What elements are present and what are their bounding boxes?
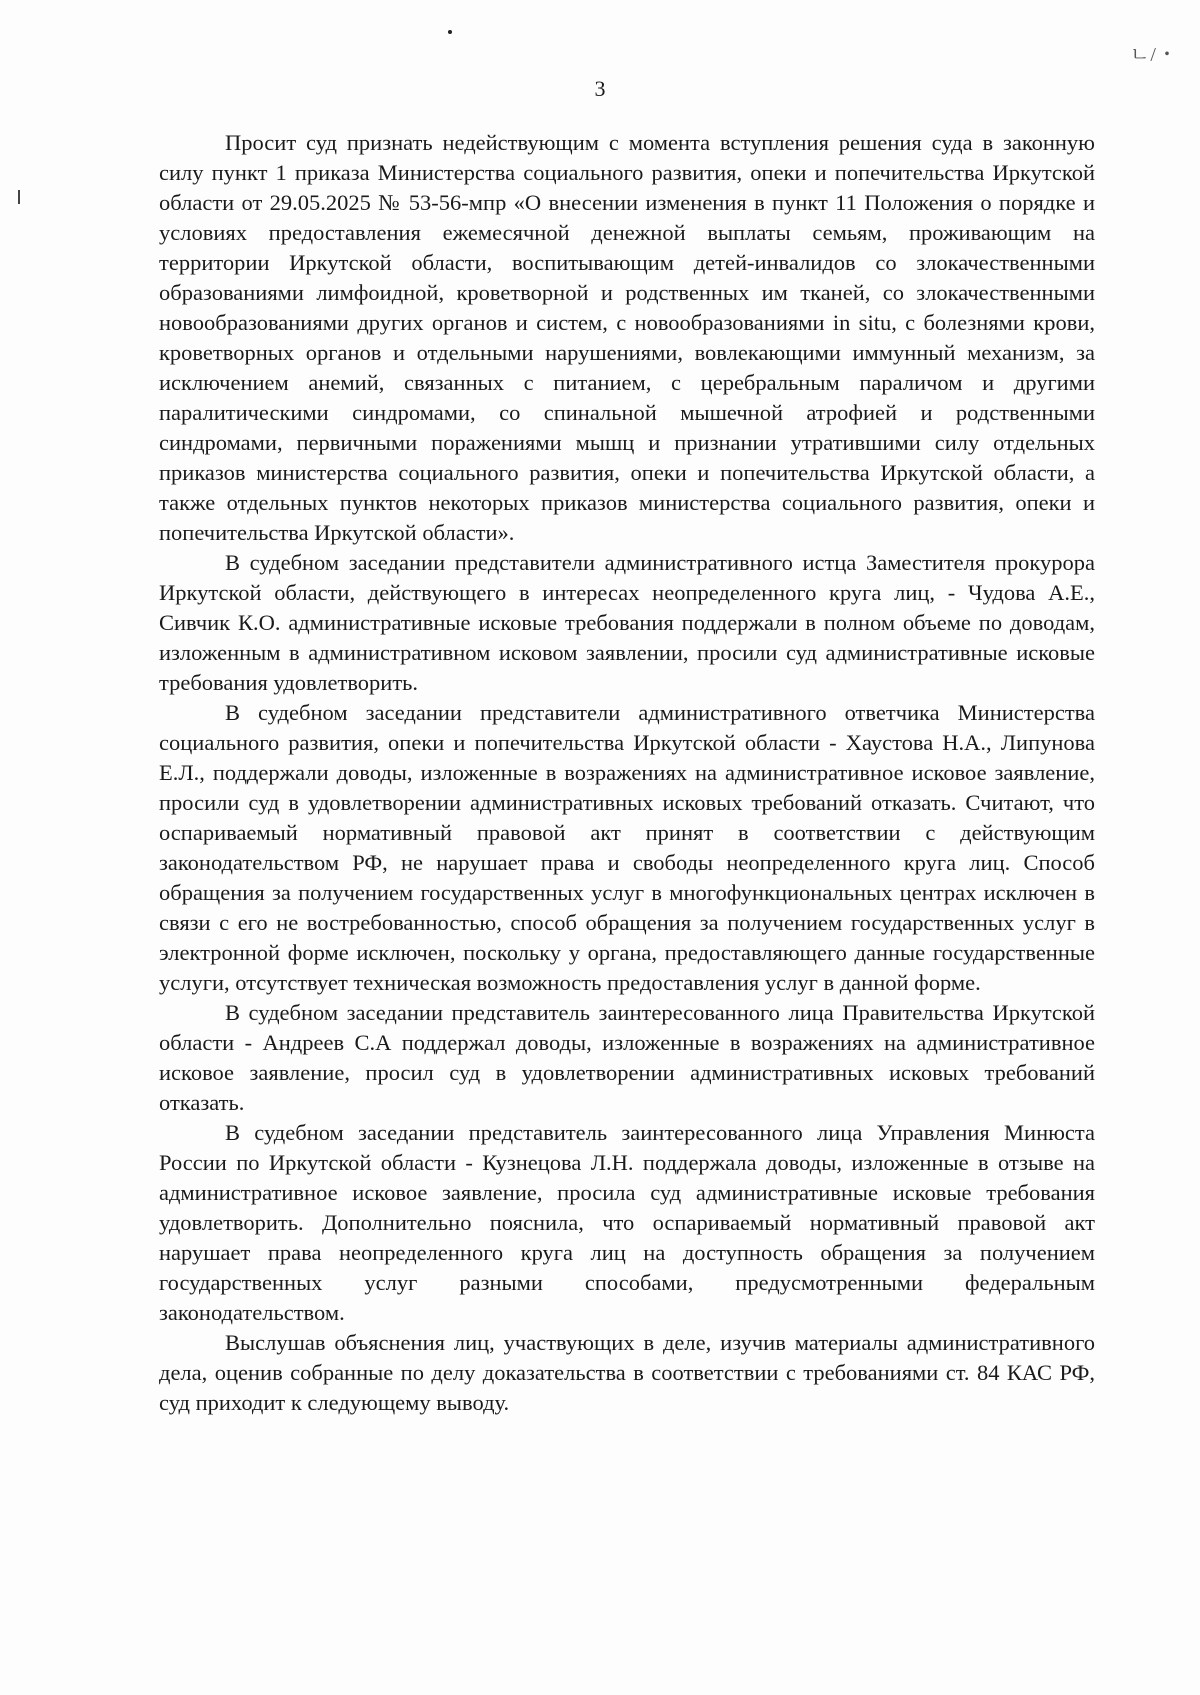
document-body: [159, 128, 1095, 1418]
paragraph-defendant-position: В судебном заседании представители административного ответчика Министерства социального развития, опеки и попечительства Иркутской области - Хаустова Н.А., Липунова Е.Л., поддержали доводы, изложенные в возражениях на административное исковое заявление, просили суд в удовлетворении административных исковых требований отказать. Считают, что оспариваемый нормативный правовой акт принят в соответствии с действующим законодательством РФ, не нарушает права и свободы неопределенного круга лиц. Способ обращения за получением государственных услуг в многофункциональных центрах исключен в связи с его не востребованностью, способ обращения за получением государственных услуг в электронной форме исключен, поскольку у органа, предоставляющего данные государственные услуги, отсутствует техническая возможность предоставления услуг в данной форме.: [159, 700, 1095, 995]
page-number: 3: [594, 76, 606, 101]
paragraph-plaintiff-position: В судебном заседании представители административного истца Заместителя прокурора Иркутской области, действующего в интересах неопределенного круга лиц, - Чудова А.Е., Сивчик К.О. административные исковые требования поддержали в полном объеме по доводам, изложенным в административном исковом заявлении, просили суд административные исковые требования удовлетворить.: [159, 550, 1095, 695]
scan-artifact-dot: [448, 30, 452, 34]
paragraph-government-position: В судебном заседании представитель заинтересованного лица Правительства Иркутской области - Андреев С.А поддержал доводы, изложенные в возражениях на административное исковое заявление, просил суд в удовлетворении административных исковых требований отказать.: [159, 1000, 1095, 1115]
scan-artifact-tick: [18, 190, 20, 204]
paragraph-court-conclusion: Выслушав объяснения лиц, участвующих в деле, изучив материалы административного дела, оценив собранные по делу доказательства в соответствии с требованиями ст. 84 КАС РФ, суд приходит к следующему выводу.: [159, 1330, 1095, 1415]
corner-handwritten-mark: ㄴ/・: [1130, 44, 1178, 66]
paragraph-ministry-of-justice-position: В судебном заседании представитель заинтересованного лица Управления Минюста России по Иркутской области - Кузнецова Л.Н. поддержала доводы, изложенные в отзыве на административное исковое заявление, просила суд административные исковые требования удовлетворить. Дополнительно пояснила, что оспариваемый нормативный правовой акт нарушает права неопределенного круга лиц на доступность обращения за получением государственных услуг разными способами, предусмотренными федеральным законодательством.: [159, 1120, 1095, 1325]
paragraph-claim: Просит суд признать недействующим с момента вступления решения суда в законную силу пункт 1 приказа Министерства социального развития, опеки и попечительства Иркутской области от 29.05.2025 № 53-56-мпр «О внесении изменения в пункт 11 Положения о порядке и условиях предоставления ежемесячной денежной выплаты семьям, проживающим на территории Иркутской области, воспитывающим детей-инвалидов со злокачественными образованиями лимфоидной, кроветворной и родственных им тканей, со злокачественными новообразованиями других органов и систем, с новообразованиями in situ, с болезнями крови, кроветворных органов и отдельными нарушениями, вовлекающими иммунный механизм, за исключением анемий, связанных с питанием, с церебральным параличом и другими паралитическими синдромами, со спинальной мышечной атрофией и родственными синдромами, первичными поражениями мышц и признании утратившими силу отдельных приказов министерства социального развития, опеки и попечительства Иркутской области, а также отдельных пунктов некоторых приказов министерства социального развития, опеки и попечительства Иркутской области».: [159, 130, 1095, 545]
